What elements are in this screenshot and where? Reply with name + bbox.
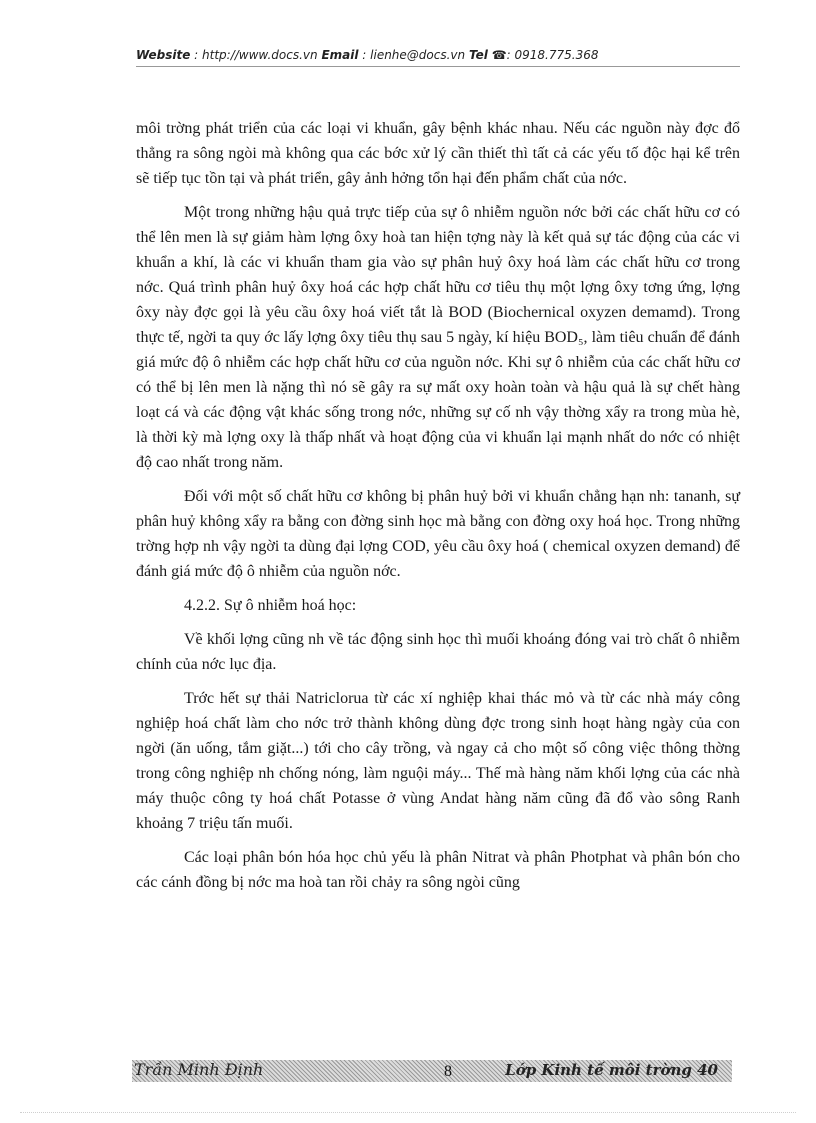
paragraph-2: Một trong những hậu quả trực tiếp của sự ô nhiễm nguồn nớc bởi các chất hữu cơ có thể lên men là sự giảm hàm lợng ôxy hoà tan hiện tợng này là kết quả sự tác động của các vi khuẩn a khí, là các vi khuẩn tham gia vào sự phân huỷ ôxy hoá làm các chất hữu cơ trong nớc. Quá trình phân huỷ ôxy hoá các hợp chất hữu cơ tiêu thụ một lợng ôxy tơng ứng, lợng ôxy này đợc gọi là yêu cầu ôxy hoá viết tắt là BOD (Biochernical oxyzen demamd). Trong thực tế, ngời ta quy ớc lấy lợng ôxy tiêu thụ sau 5 ngày, kí hiệu BOD₅, làm tiêu chuẩn để đánh giá mức độ ô nhiễm các hợp chất hữu cơ của nguồn nớc. Khi sự ô nhiễm của các chất hữu cơ có thể bị lên men là nặng thì nó sẽ gây ra sự mất oxy hoàn toàn và hậu quả là sự chết hàng loạt cá và các động vật khác sống trong nớc, những sự cố nh vậy thờng xẩy ra trong mùa hè, là thời kỳ mà lợng oxy là thấp nhất và hoạt động của vi khuẩn lại mạnh nhất do nớc có nhiệt độ cao nhất trong năm. [136,204,740,471]
phone-icon: ☎ [491,48,507,62]
body-text [136,116,740,904]
paragraph-5: Trớc hết sự thải Natriclorua từ các xí nghiệp khai thác mỏ và từ các nhà máy công nghiệp hoá chất làm cho nớc trở thành không dùng đợc trong sinh hoạt hàng ngày của con ngời (ăn uống, tắm giặt...) tới cho cây trồng, và ngay cả cho một số công việc thông thờng trong công nghiệp nh chống nóng, làm nguội máy... Thế mà hàng năm khối lợng của các nhà máy thuộc công ty hoá chất Potasse ở vùng Andat hàng năm cũng đã đổ vào sông Ranh khoảng 7 triệu tấn muối. [136,690,740,832]
paragraph-1: môi trờng phát triển của các loại vi khuẩn, gây bệnh khác nhau. Nếu các nguồn này đợc đổ thẳng ra sông ngòi mà không qua các bớc xử lý cần thiết thì tất cả các yếu tố độc hại kể trên sẽ tiếp tục tồn tại và phát triển, gây ảnh hởng tổn hại đến phẩm chất của nớc. [136,120,740,187]
paragraph-4: Về khối lợng cũng nh về tác động sinh học thì muối khoáng đóng vai trò chất ô nhiễm chính của nớc lục địa. [136,631,740,673]
email-label: Email [321,48,359,62]
email-value: : lienhe@docs.vn [362,48,466,62]
website-label: Website [136,48,191,62]
header-divider [136,66,740,67]
tel-value: : 0918.775.368 [506,48,599,62]
website-value: : http://www.docs.vn [194,48,318,62]
paragraph-6: Các loại phân bón hóa học chủ yếu là phân Nitrat và phân Photphat và phân bón cho các cánh đồng bị nớc ma hoà tan rồi chảy ra sông ngòi cũng [136,849,740,891]
tel-label: Tel [468,48,488,62]
footer-author: Trần Minh Định [134,1060,264,1079]
page-number: 8 [444,1063,452,1080]
section-heading: 4.2.2. Sự ô nhiễm hoá học: [184,597,357,614]
page-footer [132,1060,732,1082]
paragraph-3: Đối với một số chất hữu cơ không bị phân huỷ bởi vi khuẩn chẳng hạn nh: tananh, sự phân huỷ không xẩy ra bằng con đờng sinh học mà bằng con đờng oxy hoá học. Trong những trờng hợp nh vậy ngời ta dùng đại lợng COD, yêu cầu ôxy hoá ( chemical oxyzen demand) để đánh giá mức độ ô nhiễm của nguồn nớc. [136,488,740,580]
page-header [136,48,740,62]
footer-class-title: Lớp Kinh tế môi trờng 40 [505,1061,718,1079]
bottom-divider [20,1112,796,1113]
